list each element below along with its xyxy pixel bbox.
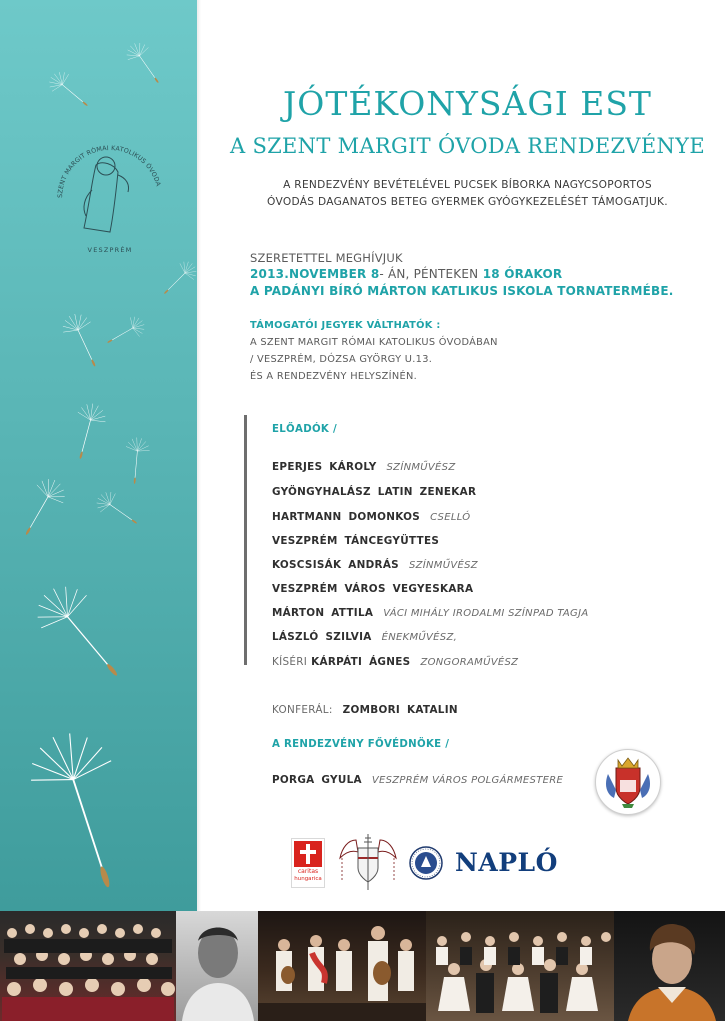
performer-row: [272, 583, 473, 595]
patron-role: VESZPRÉM VÁROS POLGÁRMESTERE: [371, 775, 564, 786]
seed-8: [13, 473, 71, 542]
performer-row: [272, 607, 588, 619]
performer-row: [272, 486, 476, 498]
performer-row: [272, 559, 478, 571]
performer-role: ÉNEKMŰVÉSZ,: [381, 632, 458, 643]
caritas-hungarica-logo: [291, 838, 325, 888]
patron-line: [272, 774, 563, 786]
sidebar-shadow: [197, 0, 201, 911]
description-line-1: A RENDEZVÉNY BEVÉTELÉVEL PUCSEK BÍBORKA NAGYCSOPORTOS: [283, 179, 652, 191]
patron-name: PORGA GYULA: [272, 774, 362, 786]
host-label: KONFERÁL:: [272, 704, 333, 716]
caritas-sublabel: hungarica: [294, 876, 322, 882]
performer-name: VESZPRÉM TÁNCEGYÜTTES: [272, 535, 440, 547]
caritas-label: caritas: [297, 868, 319, 875]
performer-role: SZÍNMŰVÉSZ: [386, 462, 456, 473]
latin-band-photo: [258, 911, 426, 1021]
performer-row: [272, 461, 455, 473]
portrait-photo-2: [614, 911, 725, 1021]
seed-3: [157, 257, 197, 301]
seed-10: [26, 574, 138, 693]
event-date: 2013.NOVEMBER 8: [250, 267, 380, 281]
archdiocese-coat-of-arms: [336, 832, 400, 892]
seal-text: SZENT MARGIT RÓMAI KATOLIKUS ÓVODA: [56, 144, 162, 199]
school-emblem: [408, 845, 444, 881]
tickets-line-2: / VESZPRÉM, DÓZSA GYÖRGY U.13.: [250, 354, 433, 365]
seal-city: VESZPRÉM: [87, 246, 133, 254]
performer-name: KOSCSISÁK ANDRÁS: [272, 559, 399, 571]
portrait-photo-1: [176, 911, 258, 1021]
seed-2: [44, 67, 95, 115]
seed-9: [92, 487, 144, 533]
invitation-greeting: SZERETETTEL MEGHÍVJUK: [250, 251, 403, 265]
performer-name: MÁRTON ATTILA: [272, 607, 374, 619]
performers-photo-strip: [0, 911, 725, 1021]
host-name: ZOMBORI KATALIN: [342, 704, 458, 716]
performer-role: ZONGORAMŰVÉSZ: [420, 657, 519, 668]
event-title: JÓTÉKONYSÁGI EST: [283, 84, 652, 123]
naplo-logo: NAPLÓ: [455, 848, 558, 877]
performer-name: HARTMANN DOMONKOS: [272, 511, 421, 523]
performer-prefix: KÍSÉRI: [272, 656, 308, 668]
performer-name: EPERJES KÁROLY: [272, 461, 377, 473]
caritas-cross-box: [294, 841, 322, 867]
veszprem-coat-of-arms: [595, 749, 661, 815]
performer-row: [272, 535, 439, 547]
seed-1: [122, 38, 168, 90]
event-subtitle: A SZENT MARGIT ÓVODA RENDEZVÉNYE: [230, 134, 705, 158]
tickets-line-1: A SZENT MARGIT RÓMAI KATOLIKUS ÓVODÁBAN: [250, 337, 498, 348]
performer-name: LÁSZLÓ SZILVIA: [272, 631, 372, 643]
event-date-line: [250, 267, 562, 281]
performer-row: [272, 656, 518, 668]
performer-role: CSELLÓ: [430, 512, 471, 523]
performer-name: KÁRPÁTI ÁGNES: [311, 656, 411, 668]
seed-7: [123, 437, 151, 485]
performer-name: GYÖNGYHALÁSZ LATIN ZENEKAR: [272, 486, 477, 498]
patron-title: A RENDEZVÉNY FŐVÉDNÖKE /: [272, 739, 450, 750]
event-time: 18 ÓRAKOR: [482, 267, 563, 281]
performer-name: VESZPRÉM VÁROS VEGYESKARA: [272, 583, 474, 595]
performer-role: SZÍNMŰVÉSZ: [408, 560, 478, 571]
svg-text:SZENT MARGIT RÓMAI KATOLIKUS Ó: [57, 145, 162, 198]
seed-4: [58, 309, 108, 373]
tickets-line-3: ÉS A RENDEZVÉNY HELYSZÍNÉN.: [250, 371, 418, 382]
performers-title: ELŐADÓK /: [272, 424, 337, 435]
folk-dance-photo: [426, 911, 614, 1021]
kindergarten-seal: [40, 120, 180, 260]
seed-6: [66, 400, 109, 462]
performers-divider: [244, 415, 247, 665]
performer-role: VÁCI MIHÁLY IRODALMI SZÍNPAD TAGJA: [383, 608, 589, 619]
event-venue: A PADÁNYI BÍRÓ MÁRTON KATLIKUS ISKOLA TORNATERMÉBE.: [250, 284, 674, 298]
host-line: [272, 704, 458, 716]
seed-11: [21, 722, 148, 899]
description-line-2: ÓVODÁS DAGANATOS BETEG GYERMEK GYÓGYKEZELÉSÉT TÁMOGATJUK.: [267, 196, 668, 208]
performer-row: [272, 511, 470, 523]
seed-5: [102, 313, 148, 352]
choir-photo: [0, 911, 176, 1021]
event-day: - ÁN, PÉNTEKEN: [379, 267, 479, 281]
sidebar-dandelion-panel: [0, 0, 197, 911]
performer-row: [272, 631, 457, 643]
tickets-title: TÁMOGATÓI JEGYEK VÁLTHATÓK :: [250, 320, 441, 331]
